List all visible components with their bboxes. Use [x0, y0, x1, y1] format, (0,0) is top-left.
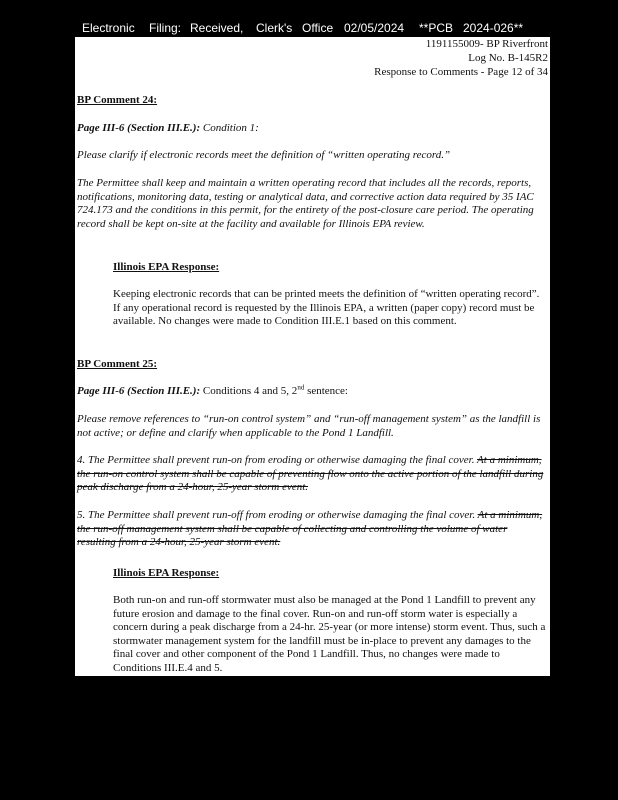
- item-5-kept-text: 5. The Permittee shall prevent run-off from eroding or otherwise damaging the final cover.: [77, 509, 476, 521]
- document-page: [75, 37, 550, 676]
- comment-25-condition-pre: Conditions 4 and 5, 2: [202, 385, 298, 397]
- comment-25-response-title: Illinois EPA Response:: [113, 567, 220, 579]
- comment-25-response-text: Both run-on and run-off stormwater must also be managed at the Pond 1 Landfill to prevent any future erosion and damage to the final cover. Run-on and run-off storm water is especially a concern during a peak discharge from a 24-hr. 25-year (or more intense) storm event. Thus, such a stormwater management system for the landfill must be in-place to prevent any damages to the final cover and other component of the Pond 1 Landfill. Thus, no changes were made to Conditions III.E.4 and 5.: [113, 594, 546, 674]
- comment-24-title: BP Comment 24:: [77, 94, 158, 106]
- comment-25-condition-post: sentence:: [304, 385, 348, 397]
- banner-clerks: Clerk's: [256, 21, 293, 35]
- comment-25-title: BP Comment 25:: [77, 358, 158, 370]
- item-4-kept-text: 4. The Permittee shall prevent run-on from eroding or otherwise damaging the final cover.: [77, 454, 475, 466]
- comment-24-condition-text: The Permittee shall keep and maintain a written operating record that includes all the records, reports, notifications, monitoring data, testing or analytical data, and corrective action data required by 35 IAC 724.173 and the conditions in this permit, for the entirety of the post-closure care period. The operating record shall be kept on-site at the facility and available for Illinois EPA review.: [77, 177, 534, 230]
- comment-24-section: [77, 122, 547, 136]
- item-5-struck-text: At a minimum, the run-off management system shall be capable of collecting and controlling the volume of water resulting from a 24-hour, 25-year storm event.: [77, 509, 543, 549]
- permit-id: 1191155009- BP Riverfront: [425, 38, 548, 50]
- comment-25-item-5: [77, 509, 547, 550]
- banner-electronic: Electronic: [82, 21, 135, 35]
- banner-date: 02/05/2024: [344, 21, 405, 35]
- banner-received: Received,: [190, 21, 244, 35]
- banner-office: Office: [302, 21, 334, 35]
- comment-24-response-text: Keeping electronic records that can be printed meets the definition of “written operating record”. If any operational record is requested by the Illinois EPA, a written (paper copy) record must be available. No changes were made to Condition III.E.1 based on this comment.: [113, 288, 540, 328]
- comment-25-request: Please remove references to “run-on control system” and “run-off management system” as the landfill is not active; or define and clarify when applicable to the Pond 1 Landfill.: [77, 413, 541, 439]
- item-4-struck-text: At a minimum, the run-on control system shall be capable of preventing flow onto the active portion of the landfill during peak discharge from a 24-hour, 25-year storm event.: [77, 454, 544, 494]
- comment-24-response-title: Illinois EPA Response:: [113, 261, 220, 273]
- banner-pcb: **PCB: [419, 21, 454, 35]
- banner-docket: 2024-026**: [463, 21, 524, 35]
- comment-25-item-4: [77, 454, 547, 495]
- comment-24-section-ref: Page III-6 (Section III.E.):: [77, 122, 201, 134]
- banner-filing: Filing:: [149, 21, 182, 35]
- comment-24-request: Please clarify if electronic records meet the definition of “written operating record.”: [77, 149, 451, 161]
- comment-25-section-ref: Page III-6 (Section III.E.):: [77, 385, 201, 397]
- page-reference: Response to Comments - Page 12 of 34: [374, 66, 548, 78]
- comment-24-condition: Condition 1:: [202, 122, 259, 134]
- comment-25-section: [77, 385, 547, 399]
- comment-25-condition-sup: nd: [297, 383, 305, 392]
- log-number: Log No. B-145R2: [468, 52, 548, 64]
